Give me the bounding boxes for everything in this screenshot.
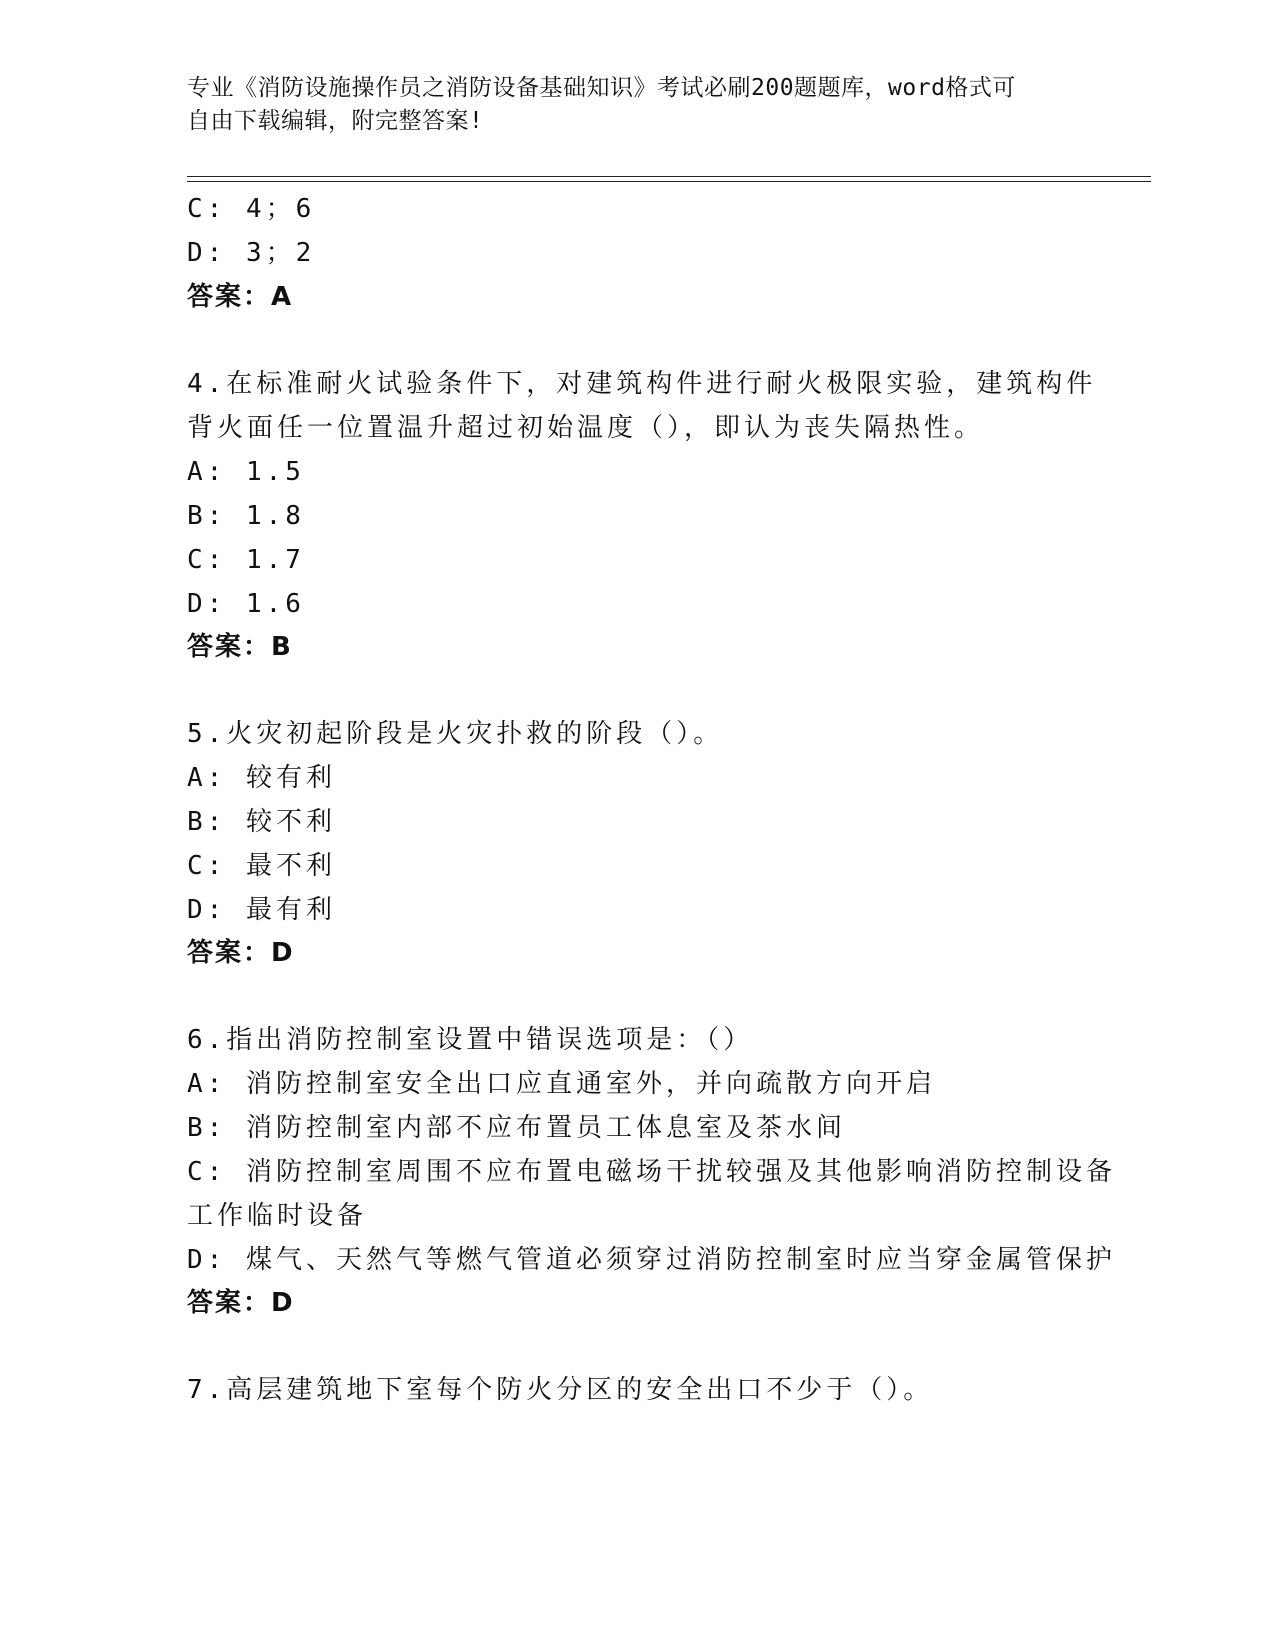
option-line: B: 消防控制室内部不应布置员工体息室及茶水间 — [187, 1113, 846, 1143]
option-line: A: 消防控制室安全出口应直通室外，并向疏散方向开启 — [187, 1069, 936, 1099]
header-divider-top — [187, 176, 1151, 177]
option-line: A: 较有利 — [187, 763, 336, 793]
question-stem: 4.在标准耐火试验条件下，对建筑构件进行耐火极限实验，建筑构件 — [187, 369, 1097, 399]
option-line: D: 煤气、天然气等燃气管道必须穿过消防控制室时应当穿金属管保护 — [187, 1245, 1116, 1275]
option-text: 3；2 — [245, 238, 316, 268]
question-stem: 5.火灾初起阶段是火灾扑救的阶段（）。 — [187, 719, 724, 749]
option-text: 4；6 — [245, 194, 316, 224]
header-line-2: 自由下载编辑，附完整答案! — [187, 108, 484, 134]
option-line: D: 1.6 — [187, 589, 305, 619]
option-line: C: 1.7 — [187, 545, 305, 575]
option-line: A: 1.5 — [187, 457, 305, 487]
question-stem: 7.高层建筑地下室每个防火分区的安全出口不少于（）。 — [187, 1375, 934, 1405]
option-line: C: 最不利 — [187, 851, 336, 881]
header-line-1: 专业《消防设施操作员之消防设备基础知识》考试必刷200题题库，word格式可 — [187, 75, 1016, 101]
option-line: D: 最有利 — [187, 895, 336, 925]
option-line-continued: 工作临时设备 — [187, 1201, 368, 1231]
answer-line: 答案：D — [187, 1288, 295, 1318]
option-line: C: 4；6 — [187, 194, 316, 224]
option-line: C: 消防控制室周围不应布置电磁场干扰较强及其他影响消防控制设备 — [187, 1157, 1116, 1187]
question-stem: 6.指出消防控制室设置中错误选项是：（） — [187, 1025, 754, 1055]
option-line: B: 1.8 — [187, 501, 305, 531]
option-line: B: 较不利 — [187, 807, 336, 837]
answer-line: 答案：A — [187, 282, 294, 312]
option-line: D: 3；2 — [187, 238, 316, 268]
option-label: D — [187, 238, 207, 268]
header-divider-bottom — [187, 181, 1151, 182]
question-stem: 背火面任一位置温升超过初始温度（），即认为丧失隔热性。 — [187, 413, 985, 443]
answer-line: 答案：D — [187, 938, 295, 968]
option-label: C — [187, 194, 207, 224]
answer-line: 答案：B — [187, 632, 293, 662]
document-header — [187, 72, 1087, 138]
